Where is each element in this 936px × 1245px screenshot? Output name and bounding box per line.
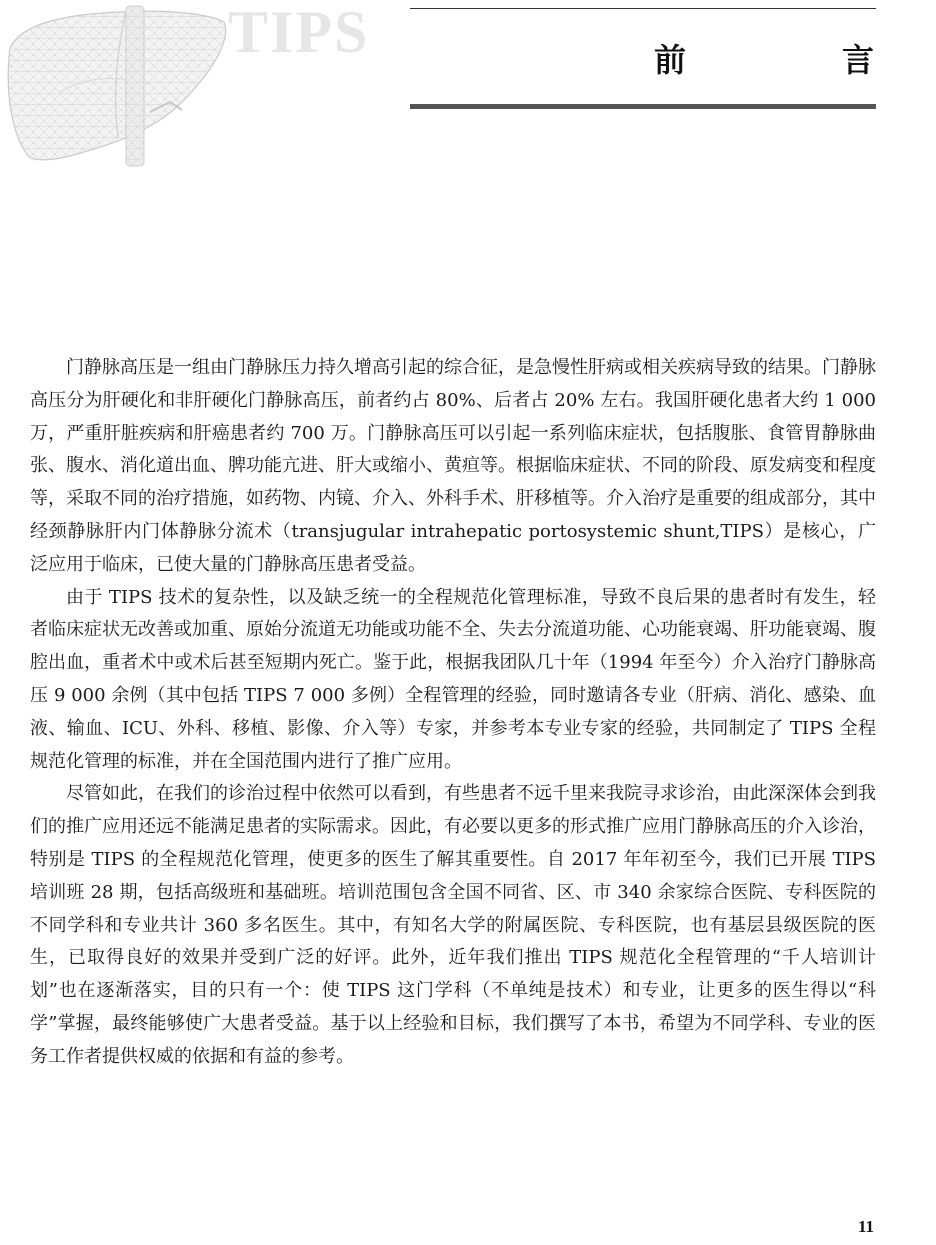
page-title: 前 言: [653, 41, 936, 79]
paragraph: 尽管如此，在我们的诊治过程中依然可以看到，有些患者不远千里来我院寻求诊治，由此深深体会到我们的推广应用还远不能满足患者的实际需求。因此，有必要以更多的形式推广应用门静脉高压的介入诊治，特别是 TIPS 的全程规范化管理，使更多的医生了解其重要性。自 2017 年年初至今，我们已开展 TIPS 培训班 28 期，包括高级班和基础班。培训范围包含全国不同省、区、市 340 余家综合医院、专科医院的不同学科和专业共计 360 多名医生。其中，有知名大学的附属医院、专科医院，也有基层县级医院的医生，已取得良好的效果并受到广泛的好评。此外，近年我们推出 TIPS 规范化全程管理的“千人培训计划”也在逐渐落实，目的只有一个：使 TIPS 这门学科（不单纯是技术）和专业，让更多的医生得以“科学”掌握，最终能够使广大患者受益。基于以上经验和目标，我们撰写了本书，希望为不同学科、专业的医务工作者提供权威的依据和有益的参考。: [30, 783, 876, 1067]
tips-watermark: TIPS: [228, 0, 370, 65]
liver-illustration-icon: [0, 0, 230, 175]
paragraph: 由于 TIPS 技术的复杂性，以及缺乏统一的全程规范化管理标准，导致不良后果的患者时有发生，轻者临床症状无改善或加重、原始分流道无功能或功能不全、失去分流道功能、心功能衰竭、肝功能衰竭、腹腔出血，重者术中或术后甚至短期内死亡。鉴于此，根据我团队几十年（1994 年至今）介入治疗门静脉高压 9 000 余例（其中包括 TIPS 7 000 多例）全程管理的经验，同时邀请各专业（肝病、消化、感染、血液、输血、ICU、外科、移植、影像、介入等）专家，并参考本专业专家的经验，共同制定了 TIPS 全程规范化管理的标准，并在全国范围内进行了推广应用。: [30, 586, 876, 772]
page-number: 11: [857, 1217, 874, 1236]
header-rule-top: [410, 8, 876, 9]
page-header: [0, 0, 936, 175]
header-rule-bottom: [410, 104, 876, 109]
preface-body: [30, 352, 876, 1074]
paragraph: 门静脉高压是一组由门静脉压力持久增高引起的综合征，是急慢性肝病或相关疾病导致的结果。门静脉高压分为肝硬化和非肝硬化门静脉高压，前者约占 80%、后者占 20% 左右。我国肝硬化患者大约 1 000 万，严重肝脏疾病和肝癌患者约 700 万。门静脉高压可以引起一系列临床症状，包括腹胀、食管胃静脉曲张、腹水、消化道出血、脾功能亢进、肝大或缩小、黄疸等。根据临床症状、不同的阶段、原发病变和程度等，采取不同的治疗措施，如药物、内镜、介入、外科手术、肝移植等。介入治疗是重要的组成部分，其中经颈静脉肝内门体静脉分流术（transjugular intrahepatic portosystemic shunt,TIPS）是核心，广泛应用于临床，已使大量的门静脉高压患者受益。: [30, 357, 876, 575]
